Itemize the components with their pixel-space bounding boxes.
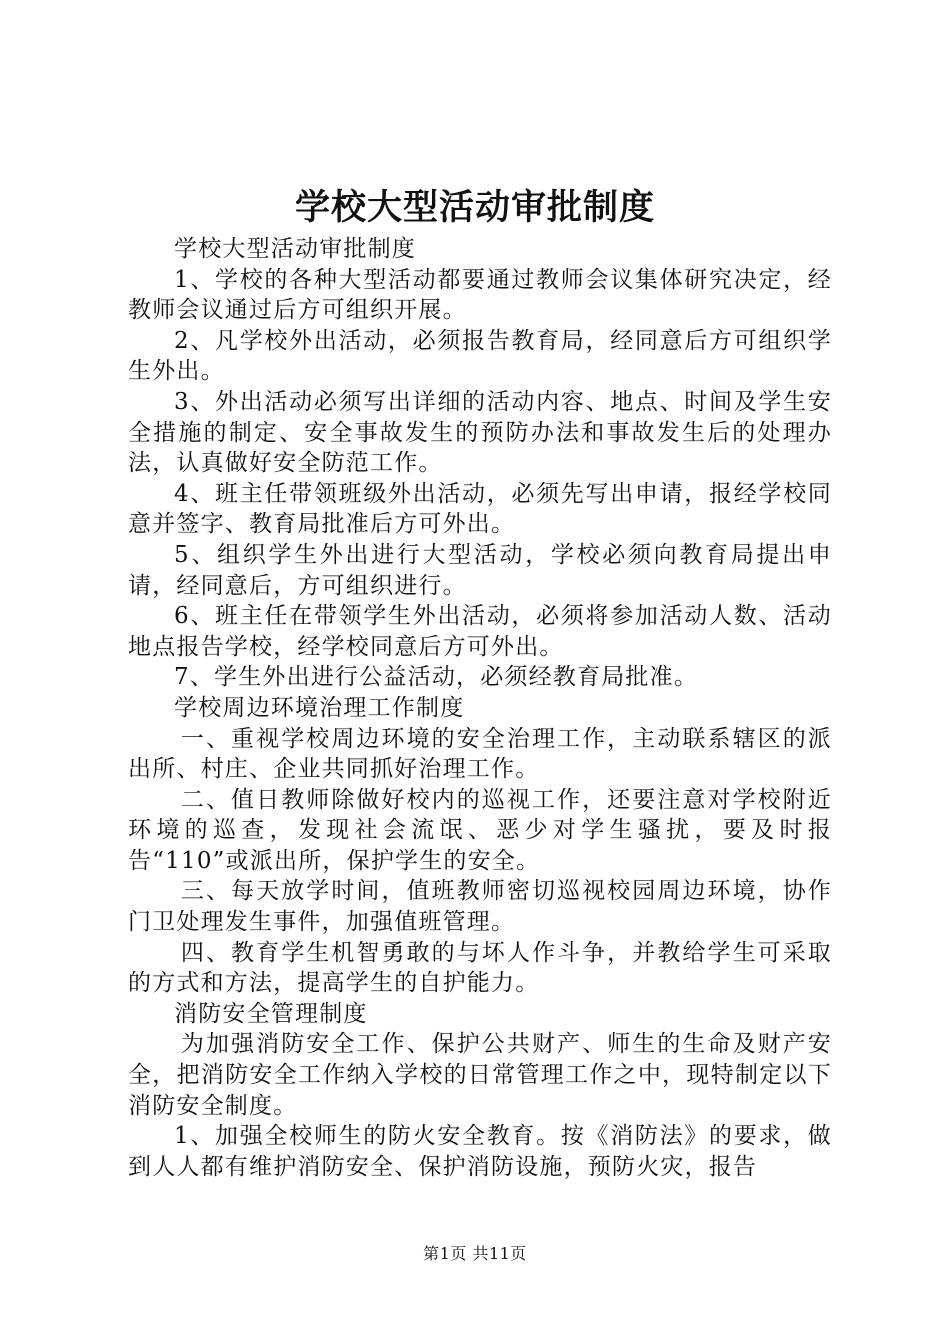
body-paragraph: 6、班主任在带领学生外出活动，必须将参加活动人数、活动地点报告学校，经学校同意后方可外出。 [128, 603, 832, 660]
body-paragraph: 2、凡学校外出活动，必须报告教育局，经同意后方可组织学生外出。 [128, 327, 832, 385]
body-paragraph: 四、教育学生机智勇敢的与坏人作斗争，并教给学生可采取的方式和方法，提高学生的自护能力。 [128, 939, 832, 997]
document-body [128, 234, 832, 1182]
body-paragraph: 5、组织学生外出进行大型活动，学校必须向教育局提出申请，经同意后，方可组织进行。 [128, 541, 832, 599]
body-paragraph: 三、每天放学时间，值班教师密切巡视校园周边环境，协作门卫处理发生事件，加强值班管理。 [128, 878, 832, 936]
body-paragraph: 4、班主任带领班级外出活动，必须先写出申请，报经学校同意并签字、教育局批准后方可外出。 [128, 480, 832, 538]
body-paragraph: 1、加强全校师生的防火安全教育。按《消防法》的要求，做到人人都有维护消防安全、保护消防设施，预防火灾，报告 [128, 1123, 832, 1180]
page-number-footer: 第1页 共11页 [423, 1244, 527, 1263]
subtitle-paragraph: 学校大型活动审批制度 [174, 236, 416, 262]
body-paragraph: 为加强消防安全工作、保护公共财产、师生的生命及财产安全，把消防安全工作纳入学校的日常管理工作之中，现特制定以下消防安全制度。 [128, 1031, 832, 1119]
body-paragraph: 3、外出活动必须写出详细的活动内容、地点、时间及学生安全措施的制定、安全事故发生的预防办法和事故发生后的处理办法，认真做好安全防范工作。 [128, 388, 832, 477]
body-paragraph: 1、学校的各种大型活动都要通过教师会议集体研究决定，经教师会议通过后方可组织开展。 [128, 266, 832, 324]
section-heading: 消防安全管理制度 [174, 1000, 368, 1027]
body-paragraph: 7、学生外出进行公益活动，必须经教育局批准。 [174, 664, 699, 691]
section-heading: 学校周边环境治理工作制度 [174, 694, 465, 721]
document-title: 学校大型活动审批制度 [294, 187, 655, 228]
body-paragraph: 一、重视学校周边环境的安全治理工作，主动联系辖区的派出所、村庄、企业共同抓好治理工作。 [128, 725, 832, 783]
body-paragraph: 二、值日教师除做好校内的巡视工作，还要注意对学校附近环境的巡查，发现社会流氓、恶少对学生骚扰，要及时报告“110”或派出所，保护学生的安全。 [128, 786, 832, 874]
